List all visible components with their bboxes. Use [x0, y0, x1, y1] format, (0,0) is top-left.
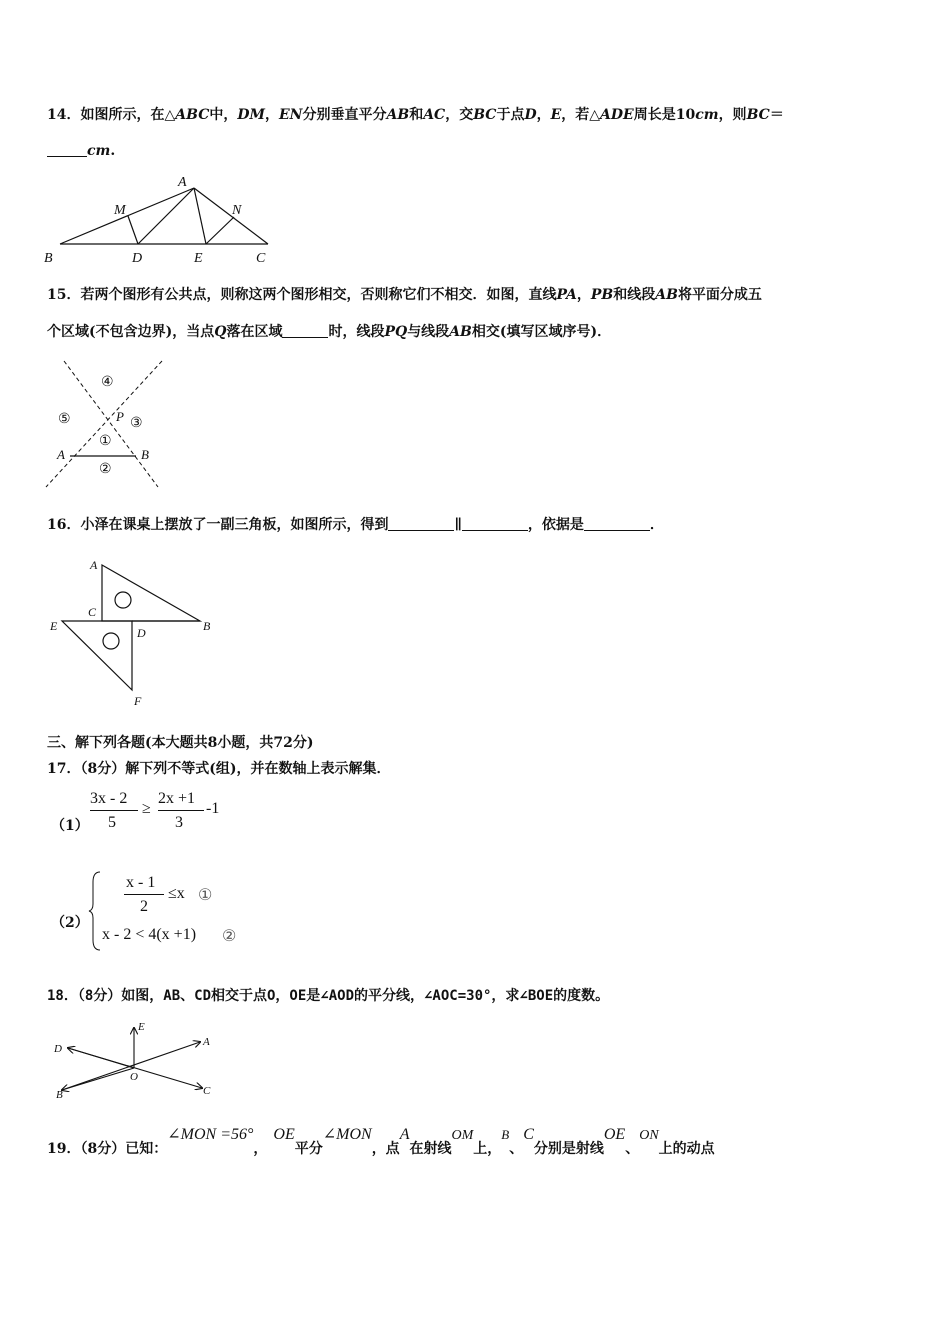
q15-text: 个区域(不包含边界)，当点 [47, 324, 215, 340]
q14-dm: DM [237, 107, 266, 123]
fraction-denominator: 5 [108, 814, 116, 831]
label-b: B [203, 619, 211, 633]
label-c: C [256, 251, 266, 266]
q19-text: （8分）已知： [80, 1141, 168, 1157]
tag-1: ① [198, 887, 213, 904]
fraction-numerator: 2x +1 [158, 790, 196, 807]
q18-figure [50, 1018, 225, 1102]
triangle-hole [115, 592, 131, 608]
q19-text: ， [253, 1141, 268, 1157]
q19-oe: OE [273, 1126, 295, 1143]
q17-part1-label: （1） [51, 818, 89, 834]
parallel-symbol: ∥ [454, 517, 462, 533]
label-e: E [138, 1021, 145, 1033]
q19-om: OM [451, 1128, 474, 1143]
label-o: O [130, 1071, 138, 1083]
q14-cm: cm [695, 107, 719, 123]
q14-text: ， [265, 107, 280, 123]
q15-line1 [47, 284, 762, 304]
q18-number: 18． [47, 988, 78, 1004]
line-md [128, 216, 138, 244]
line-ac [194, 188, 268, 244]
q15-text: ， [576, 287, 591, 303]
label-b: B [141, 447, 149, 462]
q19-text: ，点 [371, 1141, 400, 1157]
q19-line [47, 1124, 917, 1157]
tag-2: ② [222, 928, 237, 945]
q14-text: 如图所示，在△ [80, 107, 176, 123]
inequality-1 [88, 788, 228, 838]
q14-ab: AB [386, 107, 410, 123]
ray-od [68, 1048, 134, 1068]
fraction-bar [90, 810, 138, 811]
region-5: ⑤ [58, 412, 71, 427]
q16-number: 16． [47, 517, 81, 533]
line-ne [206, 217, 234, 244]
q14-text: 周长是10 [633, 107, 696, 123]
label-d: D [132, 251, 143, 266]
label-e: E [194, 251, 203, 266]
q19-text: 分别是射线 [533, 1141, 604, 1157]
inequality-2: x - 2 < 4(x +1) [102, 926, 197, 943]
answer-blank[interactable] [462, 516, 528, 531]
label-p: P [116, 409, 124, 424]
label-a: A [178, 175, 187, 190]
label-b: B [44, 251, 53, 266]
label-b: B [56, 1089, 63, 1101]
region-1: ① [99, 434, 112, 449]
inequality-system [102, 872, 262, 954]
q14-text: ，交 [445, 107, 474, 123]
q14-number: 14． [47, 107, 81, 123]
label-f: F [134, 694, 142, 708]
q14-abc: ABC [175, 107, 210, 123]
q19-angle: ∠MON =56° [167, 1126, 254, 1143]
q14-line1 [47, 104, 784, 124]
system-brace [88, 870, 102, 952]
q19-oe2: OE [603, 1126, 626, 1143]
region-2: ② [99, 462, 112, 477]
label-n: N [232, 203, 242, 218]
q14-e: E [550, 107, 562, 123]
q15-text: 若两个图形有公共点，则称这两个图形相交，否则称它们不相交．如图，直线 [80, 287, 557, 303]
q14-en: EN [279, 107, 303, 123]
line-ad [138, 188, 194, 244]
q16-figure [40, 555, 230, 710]
q19-text: 上， [473, 1141, 502, 1157]
section-title: 三、解下列各题(本大题共8小题，共72分) [47, 735, 314, 751]
q15-line2 [47, 321, 611, 341]
triangle-edf [62, 621, 132, 690]
q15-text: 将平面分成五 [677, 287, 762, 303]
q14-bc: BC [473, 107, 497, 123]
q15-number: 15． [47, 287, 81, 303]
q14-figure [40, 172, 280, 270]
q14-text: ，若△ [561, 107, 601, 123]
line-ba [60, 188, 194, 244]
label-m: M [114, 203, 126, 218]
q14-text: 和 [409, 107, 424, 123]
label-a: A [90, 558, 98, 572]
q14-d: D [524, 107, 537, 123]
q14-text: . [110, 143, 116, 159]
region-4: ④ [101, 375, 114, 390]
q17-line [47, 758, 390, 778]
q15-pa: PA [556, 287, 577, 303]
q14-line2 [47, 142, 115, 159]
q15-text: 时，线段 [328, 324, 385, 340]
q14-ac: AC [423, 107, 446, 123]
q18-text: （8分）如图，AB、CD相交于点O，OE是∠AOD的平分线，∠AOC=30°，求∠BOE的度数。 [77, 988, 610, 1004]
minus-one: -1 [206, 800, 220, 817]
q15-pb: PB [590, 287, 614, 303]
q17-number: 17． [47, 761, 81, 777]
region-3: ③ [130, 416, 143, 431]
q14-bc2: BC [746, 107, 770, 123]
q15-q: Q [214, 324, 227, 340]
q15-text: 与线段 [407, 324, 450, 340]
q15-ab: AB [655, 287, 678, 303]
fraction-numerator: 3x - 2 [90, 790, 128, 807]
q15-text: 落在区域 [226, 324, 283, 340]
ray-ob [62, 1068, 134, 1090]
q19-text: 上的动点 [658, 1141, 715, 1157]
fraction-bar [124, 894, 164, 895]
fraction-bar [158, 810, 204, 811]
answer-blank[interactable] [388, 516, 454, 531]
label-d: D [54, 1043, 62, 1055]
q16-text: ，依据是 [527, 517, 584, 533]
fraction-numerator: x - 1 [126, 874, 156, 891]
ge-sign: ≥ [142, 800, 151, 817]
q15-figure [40, 355, 170, 495]
q14-text: 分别垂直平分 [302, 107, 387, 123]
q15-text: 和线段 [613, 287, 656, 303]
label-c: C [203, 1085, 211, 1097]
q14-text: ，则 [718, 107, 747, 123]
q14-text: 于点 [496, 107, 525, 123]
fraction-denominator: 3 [175, 814, 183, 831]
q14-text: 中， [209, 107, 238, 123]
q16-text: ． [649, 517, 664, 533]
label-a: A [203, 1036, 210, 1048]
q19-text: 平分 [294, 1141, 323, 1157]
answer-blank[interactable] [47, 142, 87, 157]
label-d: D [137, 626, 146, 640]
q18-line [47, 985, 609, 1005]
q19-number: 19． [47, 1141, 81, 1157]
q19-angle: ∠MON [322, 1126, 372, 1143]
q19-text: 在射线 [409, 1141, 452, 1157]
q15-pq: PQ [384, 324, 408, 340]
q14-cm2: cm [87, 143, 111, 159]
q19-text: 、 [509, 1141, 524, 1157]
q16-text: 小泽在课桌上摆放了一副三角板，如图所示，得到 [80, 517, 389, 533]
q14-text: ＝ [769, 107, 784, 123]
q15-text: 相交(填写区域序号)． [471, 324, 612, 340]
q19-text: 、 [625, 1141, 640, 1157]
q17-part2-label: （2） [51, 915, 89, 931]
label-a: A [57, 447, 65, 462]
q14-text: ， [536, 107, 551, 123]
answer-blank[interactable] [584, 516, 650, 531]
q17-text: （8分）解下列不等式(组)，并在数轴上表示解集． [80, 761, 391, 777]
q14-ade: ADE [600, 107, 634, 123]
fraction-denominator: 2 [140, 898, 148, 915]
q19-c: C [523, 1126, 534, 1143]
label-e: E [50, 619, 58, 633]
triangle-abc [102, 565, 200, 621]
label-c: C [88, 605, 97, 619]
triangle-hole [103, 633, 119, 649]
answer-blank[interactable] [282, 323, 328, 338]
q19-b: B [501, 1127, 510, 1142]
inequality-rhs: ≤x [168, 885, 185, 902]
q19-a: A [399, 1126, 410, 1143]
q16-line [47, 514, 664, 534]
q19-on: ON [639, 1128, 659, 1143]
q15-ab2: AB [449, 324, 472, 340]
